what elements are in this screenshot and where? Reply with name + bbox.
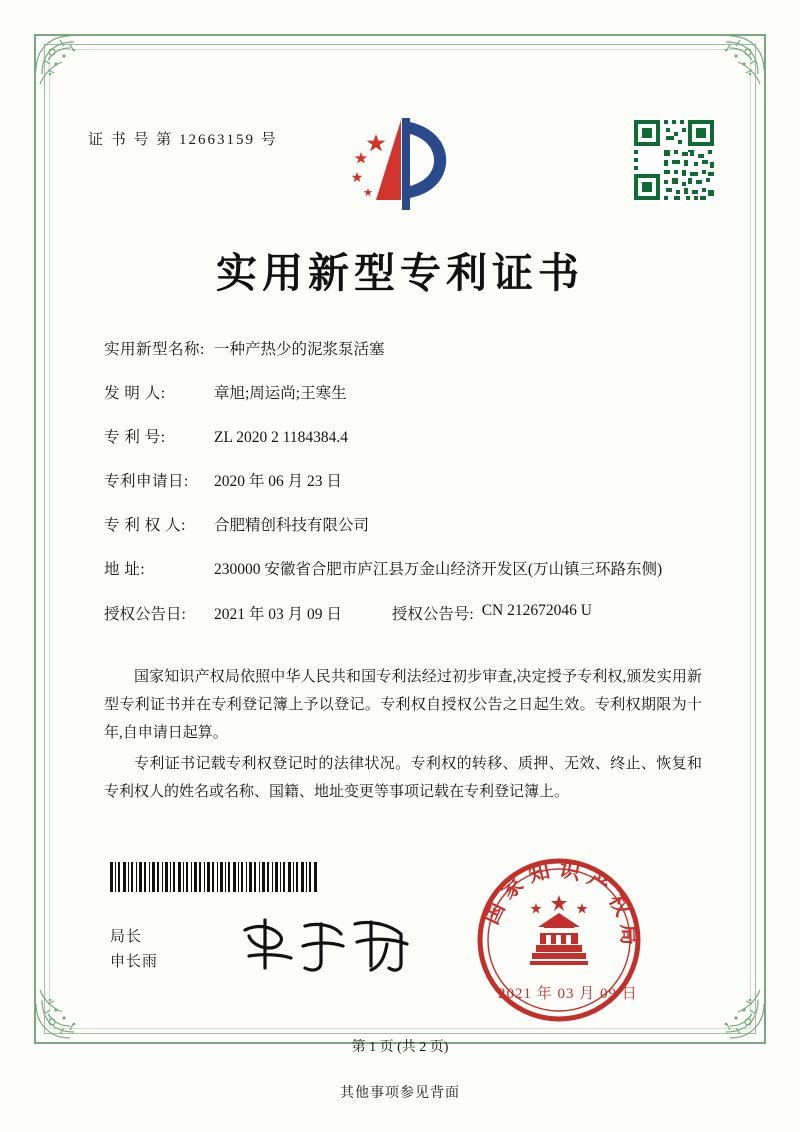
field-announcement xyxy=(104,602,704,624)
field-utility-model-name xyxy=(104,338,704,362)
announcement-date-label: 授权公告日: xyxy=(104,606,186,624)
field-label: 发 明 人: xyxy=(104,385,166,403)
field-patentee xyxy=(104,514,704,538)
qr-code-icon xyxy=(632,118,716,202)
body-paragraph-1: 国家知识产权局依照中华人民共和国专利法经过初步审查,决定授予专利权,颁发实用新型专利证书并在专利登记簿上予以登记。专利权自授权公告之日起生效。专利权期限为十年,自申请日起算。 xyxy=(104,669,702,741)
director-role-label: 局长 xyxy=(110,929,143,945)
field-label: 实用新型名称: xyxy=(104,341,205,358)
body-paragraph-2: 专利证书记载专利权登记时的法律状况。专利权的转移、质押、无效、终止、恢复和专利权人的姓名或名称、国籍、地址变更等事项记载在专利登记簿上。 xyxy=(104,756,702,800)
page-title: 实用新型专利证书 xyxy=(216,250,584,296)
field-value: ZL 2020 2 1184384.4 xyxy=(214,429,349,447)
field-value: 2020 年 06 月 23 日 xyxy=(214,473,342,491)
body-text xyxy=(104,664,702,811)
field-inventors xyxy=(104,382,704,406)
field-patent-number xyxy=(104,426,704,450)
handwritten-signature-icon xyxy=(235,910,425,980)
field-value: 章旭;周运尚;王寒生 xyxy=(214,385,347,403)
field-application-date xyxy=(104,470,704,494)
field-label: 专 利 权 人: xyxy=(104,517,186,535)
seal-text: 国家知识产权局 xyxy=(478,856,642,953)
field-label: 地 址: xyxy=(104,561,146,579)
field-label: 专利申请日: xyxy=(104,473,189,491)
announcement-date-value: 2021 年 03 月 09 日 xyxy=(214,606,342,624)
field-value: 合肥精创科技有限公司 xyxy=(214,517,370,535)
certificate-number: 证 书 号 第 12663159 号 xyxy=(88,132,278,148)
announcement-number-label: 授权公告号: xyxy=(391,606,474,624)
back-side-note: 其他事项参见背面 xyxy=(340,1086,460,1101)
barcode-icon xyxy=(110,862,318,892)
director-name-label: 申长雨 xyxy=(110,953,159,970)
field-address xyxy=(104,558,704,582)
page-number: 第 1 页 (共 2 页) xyxy=(351,1040,449,1055)
field-label: 专 利 号: xyxy=(104,429,166,447)
announcement-number-value: CN 212672046 U xyxy=(481,602,592,620)
cnipa-logo-icon xyxy=(340,112,456,216)
seal-date: 2021 年 03 月 09 日 xyxy=(498,986,638,1002)
field-value: 一种产热少的泥浆泵活塞 xyxy=(214,341,385,358)
signature-block xyxy=(110,925,158,975)
field-value: 230000 安徽省合肥市庐江县万金山经济开发区(万山镇三环路东侧) xyxy=(214,561,663,579)
field-list xyxy=(104,338,704,628)
